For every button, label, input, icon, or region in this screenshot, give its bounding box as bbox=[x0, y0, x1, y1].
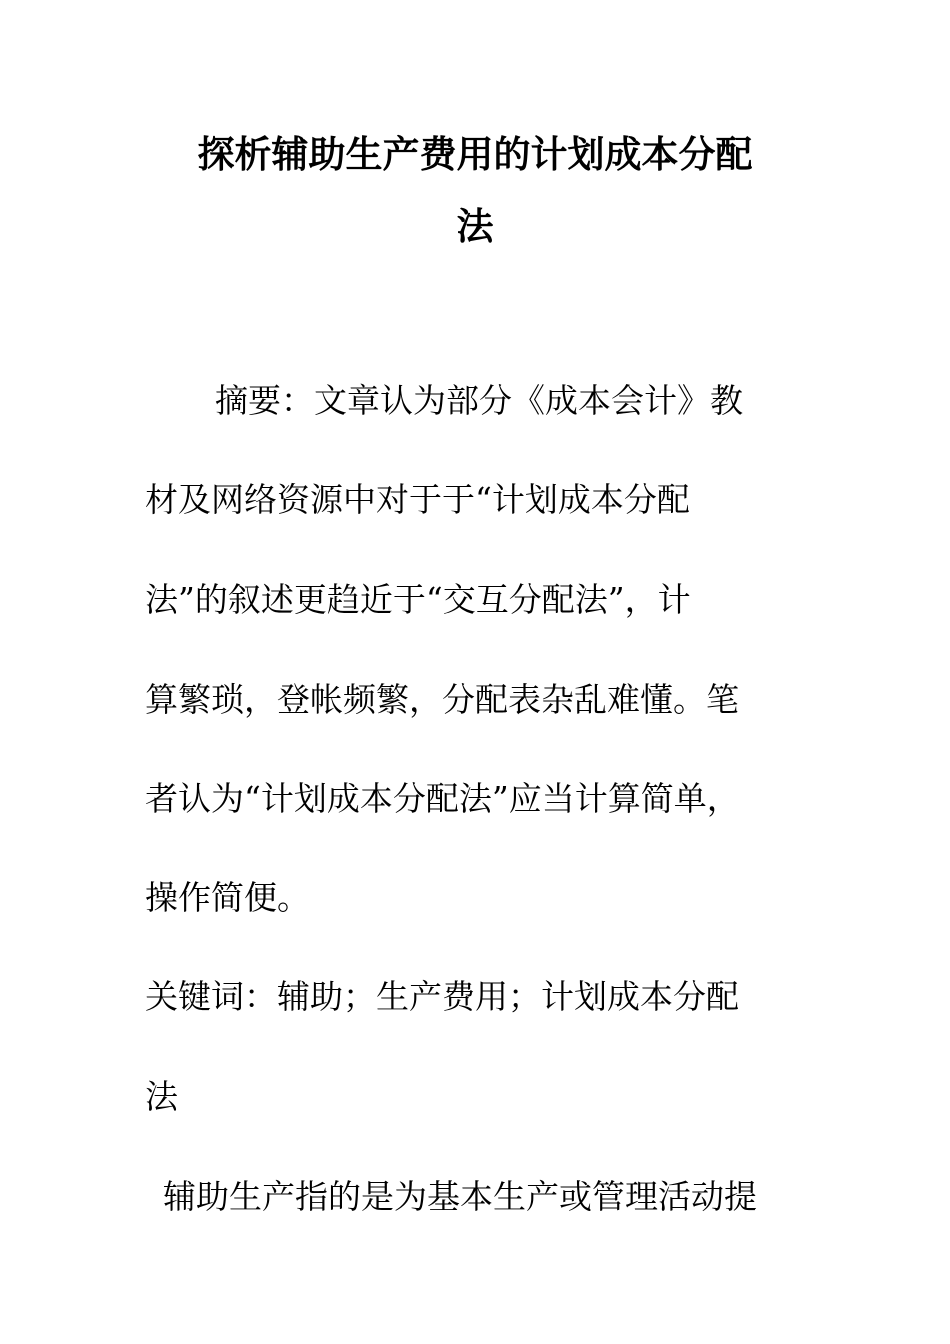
abstract-line-5: 者认为“计划成本分配法”应当计算简单， bbox=[145, 779, 740, 818]
abstract-line-6: 操作简便。 bbox=[145, 878, 310, 917]
keywords-line-1: 关键词：辅助；生产费用；计划成本分配 bbox=[145, 977, 739, 1016]
abstract-line-1: 摘要：文章认为部分《成本会计》教 bbox=[215, 381, 743, 420]
abstract-line-4: 算繁琐，登帐频繁，分配表杂乱难懂。笔 bbox=[145, 680, 739, 719]
abstract-line-3: 法”的叙述更趋近于“交互分配法”，计 bbox=[145, 580, 691, 619]
body-line-1: 辅助生产指的是为基本生产或管理活动提 bbox=[163, 1177, 757, 1216]
abstract-line-2: 材及网络资源中对于于“计划成本分配 bbox=[145, 480, 690, 519]
title-line-1: 探析辅助生产费用的计划成本分配 bbox=[197, 132, 753, 176]
title-line-2: 法 bbox=[456, 204, 494, 248]
keywords-line-2: 法 bbox=[145, 1077, 178, 1116]
